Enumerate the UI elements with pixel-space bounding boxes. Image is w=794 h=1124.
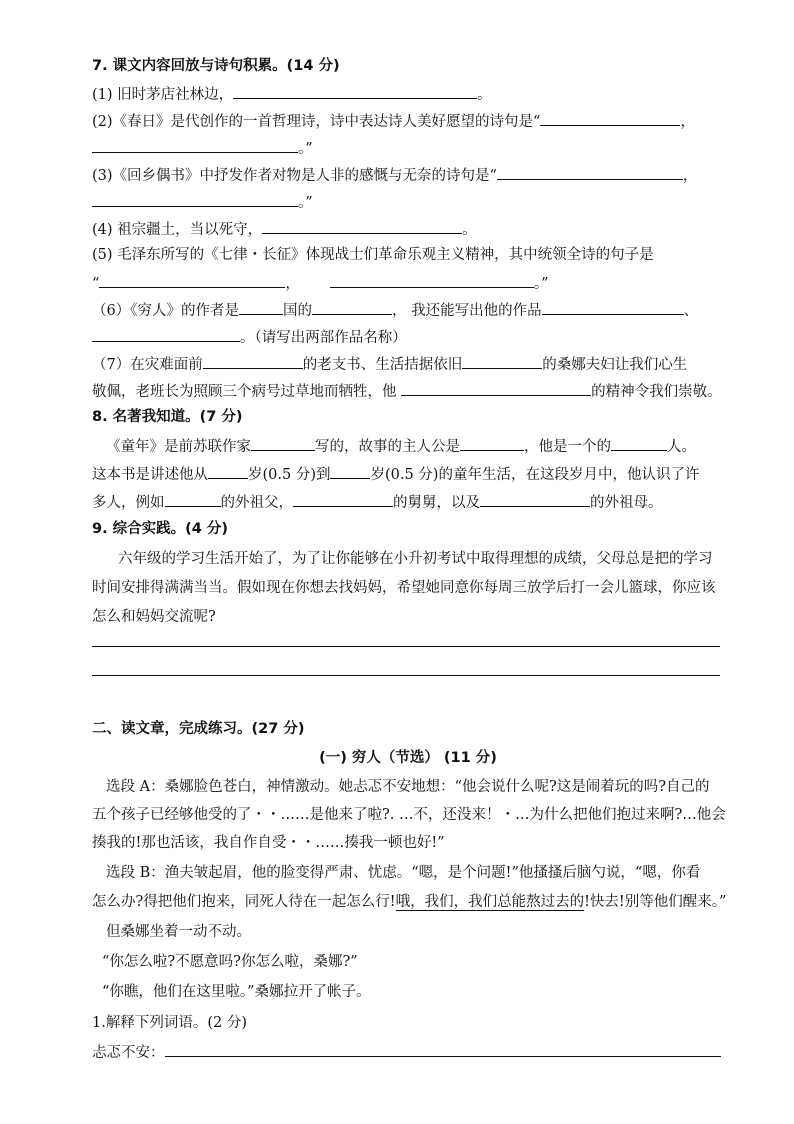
q7-item-5-cont bbox=[92, 272, 724, 294]
q8-text: 的外祖父， bbox=[220, 495, 293, 511]
answer-blank[interactable] bbox=[401, 380, 591, 396]
q8-text: 人。 bbox=[667, 439, 696, 455]
question-1-term bbox=[92, 1041, 724, 1063]
q9-title: 9. 综合实践。(4 分) bbox=[92, 521, 229, 537]
punct: 。” bbox=[533, 276, 549, 292]
q8-text: 岁(0.5 分)的童年生活，在这段岁月中，他认识了许 bbox=[370, 467, 700, 483]
answer-blank[interactable] bbox=[312, 299, 392, 315]
q7-item-6-text: （6）《穷人》的作者是 bbox=[92, 303, 239, 319]
answer-blank[interactable] bbox=[165, 1041, 721, 1057]
passage-a-line-3: 揍我的!那也活该，我自作自受・・……揍我一顿也好!” bbox=[92, 835, 445, 851]
q9-paragraph-2: 时间安排得满满当当。假如现在你想去找妈妈，希望她同意你每周三放学后打一会儿篮球，你应该 bbox=[92, 580, 716, 596]
q8-text: 多人，例如 bbox=[92, 495, 165, 511]
q7-item-7-text: 的老支书、生活拮据依旧 bbox=[302, 357, 463, 373]
part2-title: 二、读文章，完成练习。(27 分) bbox=[92, 721, 305, 737]
answer-blank[interactable] bbox=[611, 435, 667, 451]
q8-text: ，他是一个的 bbox=[524, 439, 611, 455]
answer-blank[interactable] bbox=[208, 463, 248, 479]
answer-blank[interactable] bbox=[251, 435, 315, 451]
answer-blank[interactable] bbox=[92, 137, 298, 153]
term-label: 忐忑不安： bbox=[92, 1045, 165, 1061]
q9-paragraph-1: 六年级的学习生活开始了，为了让你能够在小升初考试中取得理想的成绩，父母总是把的学习 bbox=[118, 551, 713, 567]
punct: 、 bbox=[683, 303, 699, 319]
q7-item-6-cont bbox=[92, 326, 724, 348]
q7-item-6-text: 国的 bbox=[282, 303, 312, 319]
answer-blank[interactable] bbox=[262, 218, 462, 234]
q7-item-4-text: (4) 祖宗疆土，当以死守， bbox=[92, 222, 263, 238]
passage-c-line-3: “你瞧，他们在这里啦。”桑娜拉开了帐子。 bbox=[102, 984, 371, 1000]
punct: 。 bbox=[477, 87, 492, 103]
punct: 。” bbox=[298, 195, 313, 211]
q7-item-2-text: (2)《春日》是代创作的一首哲理诗，诗中表达诗人美好愿望的诗句是“ bbox=[92, 114, 541, 130]
answer-blank[interactable] bbox=[233, 83, 477, 99]
q8-text: 的外祖母。 bbox=[590, 495, 663, 511]
q7-item-7-cont bbox=[92, 380, 724, 402]
punct: 。” bbox=[298, 141, 313, 157]
answer-blank[interactable] bbox=[480, 491, 590, 507]
passage-c-line-2: “你怎么啦?不愿意吗?你怎么啦，桑娜?” bbox=[102, 954, 358, 970]
passage-c-line-1: 但桑娜坐着一动不动。 bbox=[106, 924, 251, 940]
passage-b-line-1: 选段 B：渔夫皱起眉，他的脸变得严肃、忧虑。“嗯，是个问题!”他搔搔后脑勺说，“嗯，你看 bbox=[106, 865, 701, 881]
q7-item-1 bbox=[92, 83, 724, 105]
passage-title: (一) 穷人（节选） (11 分) bbox=[319, 750, 497, 766]
answer-blank[interactable] bbox=[99, 272, 285, 288]
answer-blank[interactable] bbox=[92, 326, 240, 342]
q7-item-3-cont bbox=[92, 191, 724, 213]
answer-blank[interactable] bbox=[293, 491, 393, 507]
answer-blank[interactable] bbox=[542, 299, 684, 315]
passage-text: 怎么办?得把他们抱来，同死人待在一起怎么行! bbox=[92, 894, 396, 910]
q7-item-7-text: 的精神令我们崇敬。 bbox=[591, 384, 722, 400]
question-1: 1.解释下列词语。(2 分) bbox=[92, 1015, 247, 1031]
q8-text: 这本书是讲述他从 bbox=[92, 467, 208, 483]
q7-item-7 bbox=[92, 353, 724, 375]
answer-blank[interactable] bbox=[165, 491, 221, 507]
answer-blank[interactable] bbox=[239, 299, 283, 315]
answer-blank[interactable] bbox=[462, 353, 542, 369]
answer-blank[interactable] bbox=[330, 463, 370, 479]
answer-blank[interactable] bbox=[203, 353, 303, 369]
answer-blank[interactable] bbox=[540, 110, 680, 126]
passage-a-line-2: 五个孩子已经够他受的了・・……是他来了啦?. …不，还没来！・…为什么把他们抱过来啊?…他会 bbox=[92, 807, 726, 823]
q8-text: 的舅舅，以及 bbox=[393, 495, 480, 511]
q8-text: 写的，故事的主人公是 bbox=[315, 439, 460, 455]
q8-title: 8. 名著我知道。(7 分) bbox=[92, 409, 243, 425]
answer-blank[interactable] bbox=[460, 435, 524, 451]
answer-blank[interactable] bbox=[497, 164, 683, 180]
q7-title: 7. 课文内容回放与诗句积累。(14 分) bbox=[92, 58, 340, 74]
q7-item-7-text: （7）在灾难面前 bbox=[92, 357, 203, 373]
q8-line-1 bbox=[106, 435, 724, 457]
q9-paragraph-3: 怎么和妈妈交流呢? bbox=[92, 609, 216, 625]
q7-item-6-text: 。（请写出两部作品名称） bbox=[240, 330, 407, 346]
q8-text: 《童年》是前苏联作家 bbox=[106, 439, 251, 455]
answer-blank[interactable] bbox=[330, 272, 534, 288]
punct: ， bbox=[682, 168, 698, 184]
q8-line-3 bbox=[92, 491, 724, 513]
passage-a-line-1: 选段 A：桑娜脸色苍白，神情激动。她忐忑不安地想：“他会说什么呢?这是闹着玩的吗?自己的 bbox=[106, 779, 710, 795]
passage-b-line-2 bbox=[92, 892, 727, 912]
q8-text: 岁(0.5 分)到 bbox=[248, 467, 331, 483]
q8-line-2 bbox=[92, 463, 724, 485]
punct: “ bbox=[92, 276, 100, 292]
q7-item-2 bbox=[92, 110, 724, 132]
q7-item-2-cont bbox=[92, 137, 724, 159]
q7-item-7-text: 敬佩，老班长为照顾三个病号过草地而牺牲，他 bbox=[92, 384, 402, 400]
q7-item-5: (5) 毛泽东所写的《七律・长征》体现战士们革命乐观主义精神，其中统领全诗的句子是 bbox=[92, 247, 654, 263]
passage-text: !快去!别等他们醒来。” bbox=[584, 894, 727, 910]
q7-item-1-text: (1) 旧时茅店社林边， bbox=[92, 87, 234, 103]
q7-item-3-text: (3)《回乡偶书》中抒发作者对物是人非的感慨与无奈的诗句是“ bbox=[92, 168, 497, 184]
q7-item-6-text: ， 我还能写出他的作品 bbox=[391, 303, 542, 319]
q7-item-6 bbox=[92, 299, 724, 321]
punct: ， bbox=[285, 276, 300, 292]
q7-item-7-text: 的桑娜夫妇让我们心生 bbox=[542, 357, 688, 373]
q7-item-3 bbox=[92, 164, 724, 186]
answer-line[interactable] bbox=[92, 646, 720, 647]
answer-line[interactable] bbox=[92, 675, 720, 676]
underlined-sentence: 哦，我们，我们总能熬过去的 bbox=[395, 894, 585, 910]
answer-blank[interactable] bbox=[92, 191, 298, 207]
q7-item-4 bbox=[92, 218, 724, 240]
punct: 。 bbox=[462, 222, 477, 238]
punct: ， bbox=[680, 114, 695, 130]
